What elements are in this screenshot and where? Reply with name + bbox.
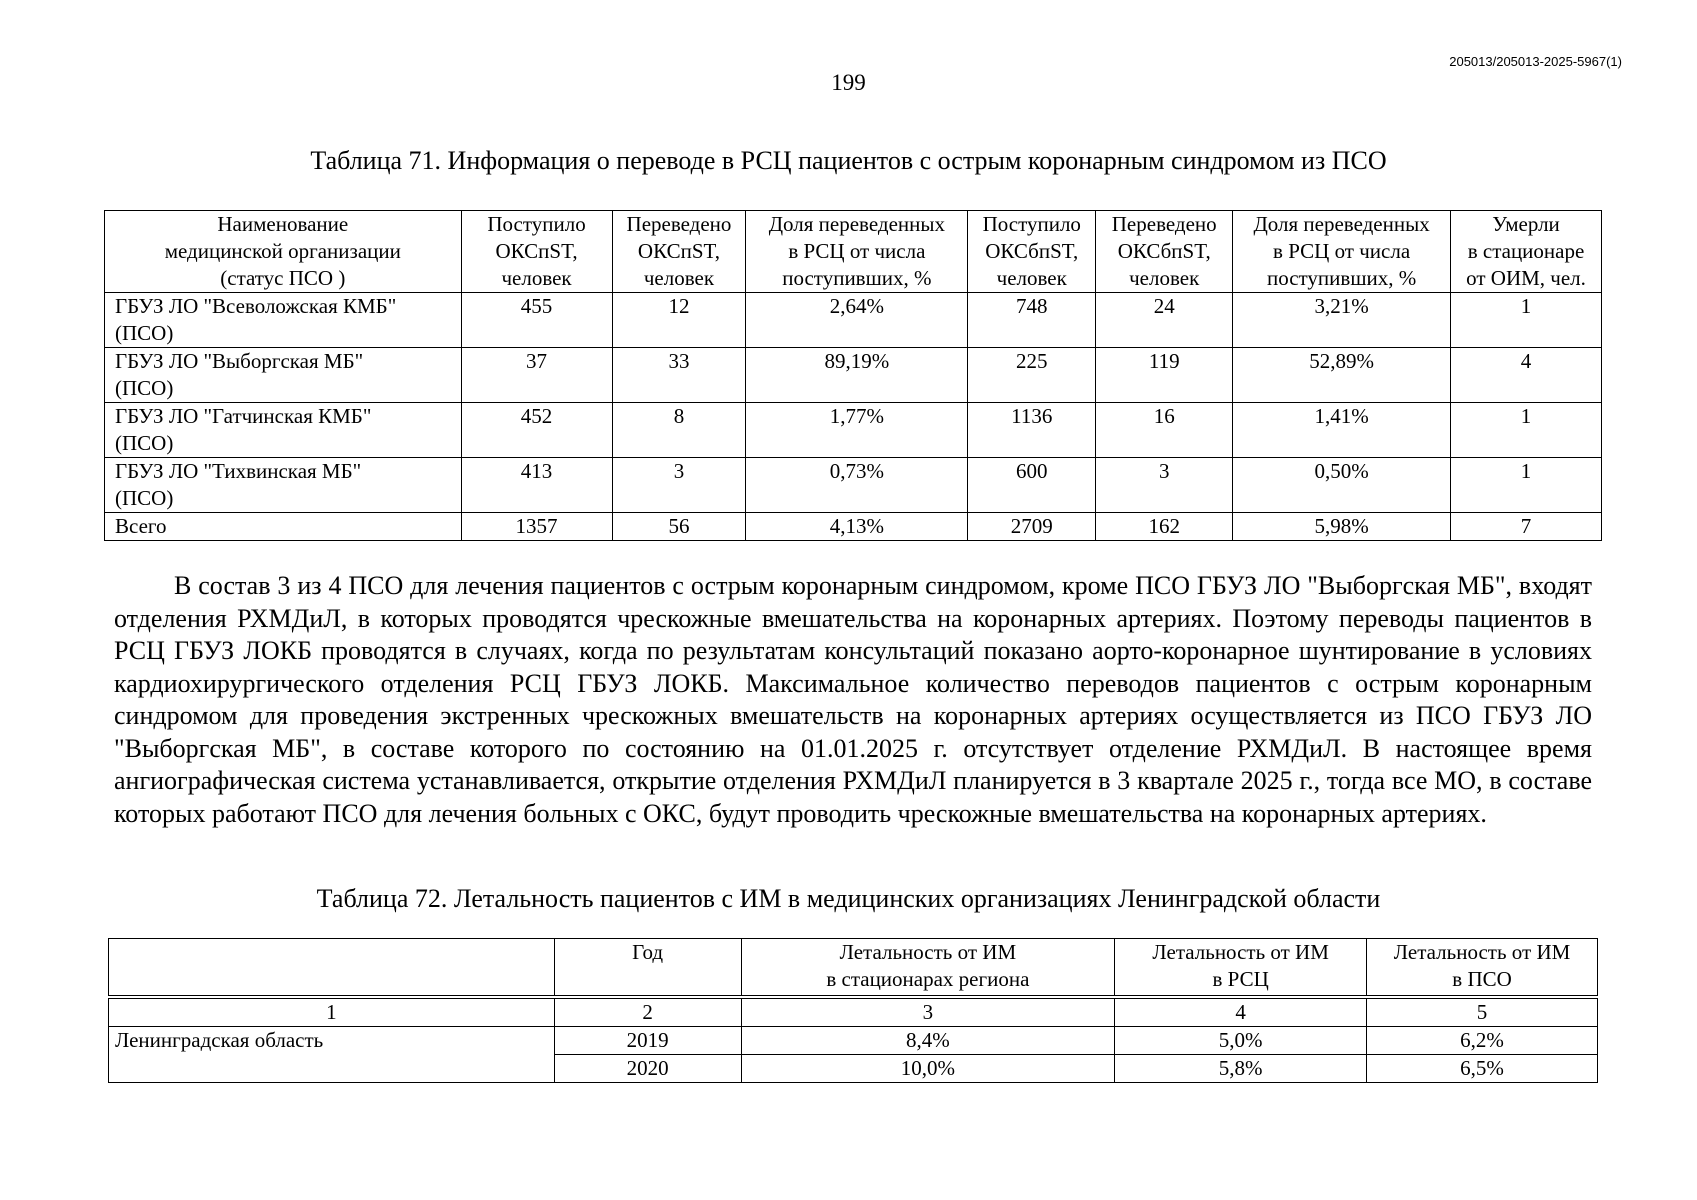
table-row xyxy=(105,403,1602,458)
table-71 xyxy=(104,210,1602,541)
value-cell: 8,4% xyxy=(741,1027,1115,1055)
org-cell: ГБУЗ ЛО "Всеволожская КМБ" (ПСО) xyxy=(105,293,462,348)
value-cell: 1,77% xyxy=(746,403,968,458)
value-cell: 600 xyxy=(968,458,1096,513)
value-cell: 748 xyxy=(968,293,1096,348)
value-cell: 1357 xyxy=(461,513,612,541)
value-cell: 52,89% xyxy=(1233,348,1451,403)
value-cell: 1136 xyxy=(968,403,1096,458)
value-cell: 455 xyxy=(461,293,612,348)
value-cell: 1 xyxy=(1451,458,1602,513)
value-cell: 452 xyxy=(461,403,612,458)
region-cell: Ленинградская область xyxy=(109,1027,555,1083)
value-cell: 5,98% xyxy=(1233,513,1451,541)
header-org: Наименование медицинской организации (статус ПСО ) xyxy=(105,211,462,293)
value-cell: 16 xyxy=(1096,403,1233,458)
value-cell: 6,5% xyxy=(1367,1055,1598,1083)
value-cell: 8 xyxy=(612,403,746,458)
org-cell: ГБУЗ ЛО "Тихвинская МБ" (ПСО) xyxy=(105,458,462,513)
value-cell: 1 xyxy=(1451,293,1602,348)
value-cell: 24 xyxy=(1096,293,1233,348)
table-row xyxy=(105,348,1602,403)
column-number: 3 xyxy=(741,997,1115,1027)
value-cell: 2709 xyxy=(968,513,1096,541)
year-cell: 2020 xyxy=(554,1055,741,1083)
value-cell: 37 xyxy=(461,348,612,403)
header-died: Умерли в стационаре от ОИМ, чел. xyxy=(1451,211,1602,293)
value-cell: 56 xyxy=(612,513,746,541)
body-paragraph: В состав 3 из 4 ПСО для лечения пациентов с острым коронарным синдромом, кроме ПСО ГБУЗ ЛО "Выборгская МБ", входят отделения РХМДиЛ, в которых проводятся чрескожные вмешательства на коронарных артериях. Поэтому переводы пациентов в РСЦ ГБУЗ ЛОКБ проводятся в случаях, когда по результатам консультаций показано аорто-коронарное шунтирование в условиях кардиохирургического отделения РСЦ ГБУЗ ЛОКБ. Максимальное количество переводов пациентов с острым коронарным синдромом для проведения экстренных чрескожных вмешательств на коронарных артериях осуществляется из ПСО ГБУЗ ЛО "Выборгская МБ", в составе которого по состоянию на 01.01.2025 г. отсутствует отделение РХМДиЛ. В настоящее время ангиографическая система устанавливается, открытие отделения РХМДиЛ планируется в 3 квартале 2025 г., тогда все МО, в составе которых работают ПСО для лечения больных с ОКС, будут проводить чрескожные вмешательства на коронарных артериях. xyxy=(114,571,1592,828)
table-72 xyxy=(108,938,1598,1083)
value-cell: 3,21% xyxy=(1233,293,1451,348)
org-cell: ГБУЗ ЛО "Выборгская МБ" (ПСО) xyxy=(105,348,462,403)
table-row-total xyxy=(105,513,1602,541)
value-cell: 162 xyxy=(1096,513,1233,541)
value-cell: 413 xyxy=(461,458,612,513)
value-cell: 3 xyxy=(612,458,746,513)
org-cell: Всего xyxy=(105,513,462,541)
header-admitted-stemi: Поступило ОКСпST, человек xyxy=(461,211,612,293)
header-mortality-region: Летальность от ИМ в стационарах региона xyxy=(741,939,1115,998)
page-number: 199 xyxy=(831,70,866,95)
value-cell: 5,8% xyxy=(1115,1055,1367,1083)
value-cell: 4 xyxy=(1451,348,1602,403)
table-71-header-row xyxy=(105,211,1602,293)
value-cell: 0,50% xyxy=(1233,458,1451,513)
value-cell: 7 xyxy=(1451,513,1602,541)
value-cell: 119 xyxy=(1096,348,1233,403)
table-row xyxy=(105,458,1602,513)
value-cell: 10,0% xyxy=(741,1055,1115,1083)
column-number: 4 xyxy=(1115,997,1367,1027)
header-mortality-pso: Летальность от ИМ в ПСО xyxy=(1367,939,1598,998)
org-cell: ГБУЗ ЛО "Гатчинская КМБ" (ПСО) xyxy=(105,403,462,458)
table-71-caption: Таблица 71. Информация о переводе в РСЦ пациентов с острым коронарным синдромом из ПСО xyxy=(310,146,1387,175)
value-cell: 3 xyxy=(1096,458,1233,513)
header-transferred-nstemi: Переведено ОКСбпST, человек xyxy=(1096,211,1233,293)
value-cell: 5,0% xyxy=(1115,1027,1367,1055)
value-cell: 12 xyxy=(612,293,746,348)
value-cell: 1,41% xyxy=(1233,403,1451,458)
header-admitted-nstemi: Поступило ОКСбпST, человек xyxy=(968,211,1096,293)
table-72-header-row xyxy=(109,939,1598,998)
value-cell: 225 xyxy=(968,348,1096,403)
table-row xyxy=(109,1027,1598,1055)
header-transferred-stemi: Переведено ОКСпST, человек xyxy=(612,211,746,293)
column-number: 1 xyxy=(109,997,555,1027)
header-region xyxy=(109,939,555,998)
value-cell: 4,13% xyxy=(746,513,968,541)
table-72-caption: Таблица 72. Летальность пациентов с ИМ в медицинских организациях Ленинградской области xyxy=(316,884,1381,913)
value-cell: 1 xyxy=(1451,403,1602,458)
column-number-row xyxy=(109,997,1598,1027)
header-share-stemi: Доля переведенных в РСЦ от числа поступивших, % xyxy=(746,211,968,293)
header-mortality-rsc: Летальность от ИМ в РСЦ xyxy=(1115,939,1367,998)
value-cell: 6,2% xyxy=(1367,1027,1598,1055)
year-cell: 2019 xyxy=(554,1027,741,1055)
value-cell: 33 xyxy=(612,348,746,403)
value-cell: 0,73% xyxy=(746,458,968,513)
header-share-nstemi: Доля переведенных в РСЦ от числа поступивших, % xyxy=(1233,211,1451,293)
column-number: 5 xyxy=(1367,997,1598,1027)
value-cell: 89,19% xyxy=(746,348,968,403)
document-id: 205013/205013-2025-5967(1) xyxy=(1449,54,1622,69)
column-number: 2 xyxy=(554,997,741,1027)
table-row xyxy=(105,293,1602,348)
value-cell: 2,64% xyxy=(746,293,968,348)
header-year: Год xyxy=(554,939,741,998)
